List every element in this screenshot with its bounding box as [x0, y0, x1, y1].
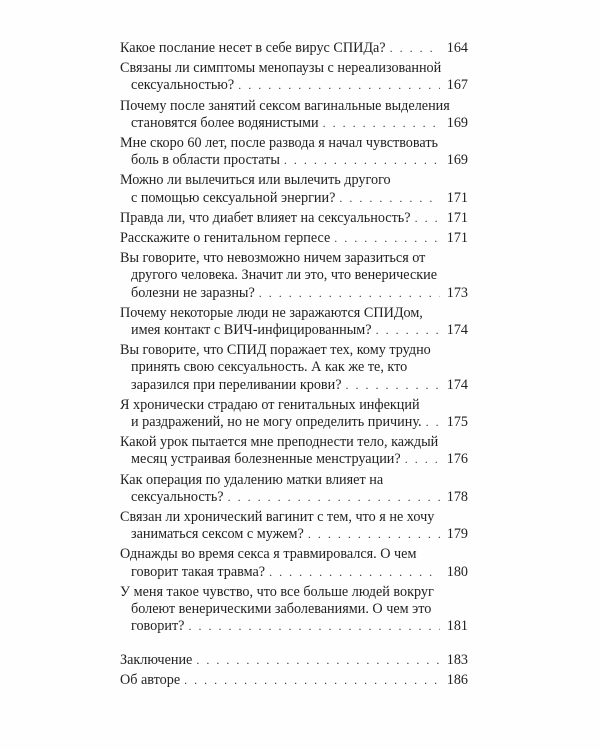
leader-dots: [415, 210, 440, 227]
toc-page-number: 174: [446, 322, 468, 339]
toc-entry-title: месяц устраивая болезненные менструации?: [131, 451, 401, 468]
toc-entry-title: становятся более водянистыми: [131, 114, 319, 131]
toc-entry-title: говорит такая травма?: [131, 563, 266, 580]
leader-dots: [196, 652, 440, 669]
toc-entry-title: Связан ли хронический вагинит с тем, что я не хочу: [120, 509, 435, 526]
toc-entry: [120, 135, 468, 169]
toc-entry: [120, 509, 468, 543]
leader-dots: [390, 40, 440, 57]
leader-dots: [308, 526, 440, 543]
leader-dots: [339, 190, 440, 207]
toc-entry: [120, 434, 468, 468]
toc-entry-title: Правда ли, что диабет влияет на сексуальность?: [120, 209, 411, 226]
leader-dots: [228, 489, 440, 506]
leader-dots: [346, 377, 440, 394]
toc-entry: [120, 230, 468, 247]
toc-entry-title: заразился при переливании крови?: [131, 376, 342, 393]
toc-page-number: 174: [446, 376, 468, 393]
toc-entry-title: Как операция по удалению матки влияет на: [120, 471, 384, 488]
toc-entry-title: Вы говорите, что СПИД поражает тех, кому трудно: [120, 342, 431, 359]
toc-page-number: 176: [446, 451, 468, 468]
leader-dots: [323, 115, 440, 132]
toc-entry-title: Какой урок пытается мне преподнести тело, каждый: [120, 434, 439, 451]
toc-entry-title: Расскажите о генитальном герпесе: [120, 230, 331, 247]
leader-dots: [405, 451, 440, 468]
toc-entry: [120, 250, 468, 302]
toc-entry-title: Заключение: [120, 651, 193, 668]
leader-dots: [238, 77, 440, 94]
toc-entry: [120, 546, 468, 580]
toc-entry-title: Можно ли вылечиться или вылечить другого: [120, 172, 391, 189]
toc-entry-title: Какое послание несет в себе вирус СПИДа?: [120, 40, 386, 56]
toc-entry-title: заниматься сексом с мужем?: [131, 526, 304, 543]
toc-entry: [120, 210, 468, 227]
toc-entry-title: болезни не заразны?: [131, 284, 255, 301]
toc-entry-title: Я хронически страдаю от генитальных инфекций: [120, 396, 420, 413]
toc-entry-conclusion: [120, 652, 468, 669]
toc-entry: [120, 172, 468, 206]
toc-entry: [120, 397, 468, 431]
toc-entry-title: Об авторе: [120, 671, 181, 688]
toc-page-number: 169: [446, 152, 468, 169]
toc-entry-title: говорит?: [131, 618, 185, 635]
toc-entry-title: принять свою сексуальность. А как же те, кто: [131, 359, 408, 376]
toc-entry: [120, 98, 468, 132]
toc-page-number: 173: [446, 284, 468, 301]
toc-entry-title: Почему некоторые люди не заражаются СПИДом,: [120, 304, 423, 321]
toc-page-number: 183: [446, 651, 468, 668]
leader-dots: [184, 672, 440, 689]
table-of-contents: [120, 40, 468, 692]
toc-entry-title: Однажды во время секса я травмировался. О чем: [120, 546, 417, 563]
toc-entry-title: болеют венерическими заболеваниями. О чем это: [131, 601, 432, 618]
toc-entry: [120, 472, 468, 506]
toc-page-number: 181: [446, 618, 468, 635]
toc-page-number: 171: [446, 230, 468, 247]
toc-entry-about-author: [120, 672, 468, 689]
toc-page-number: 175: [446, 414, 468, 431]
toc-entry-title: боль в области простаты: [131, 152, 280, 169]
leader-dots: [426, 414, 440, 431]
leader-dots: [188, 618, 440, 635]
leader-dots: [376, 322, 440, 339]
toc-page-number: 171: [446, 209, 468, 226]
toc-page-number: 178: [446, 488, 468, 505]
toc-entry: [120, 40, 468, 57]
leader-dots: [334, 230, 440, 247]
toc-page-number: 186: [446, 671, 468, 688]
toc-page-number: 179: [446, 526, 468, 543]
toc-entry-title: сексуальность?: [131, 488, 224, 505]
toc-entry: [120, 60, 468, 94]
toc-entry: [120, 584, 468, 636]
leader-dots: [269, 564, 440, 581]
toc-entry: [120, 342, 468, 394]
toc-entry-title: Связаны ли симптомы менопаузы с нереализованной: [120, 60, 442, 77]
toc-entry-title: имея контакт с ВИЧ-инфицированным?: [131, 322, 372, 339]
toc-page-number: 180: [446, 563, 468, 580]
toc-entry-title: У меня такое чувство, что все больше людей вокруг: [120, 583, 434, 600]
toc-entry: [120, 305, 468, 339]
leader-dots: [284, 152, 440, 169]
toc-page-number: 167: [446, 77, 468, 94]
toc-entry-title: другого человека. Значит ли это, что венерические: [131, 267, 438, 284]
toc-entry-title: Мне скоро 60 лет, после развода я начал чувствовать: [120, 135, 439, 152]
toc-entry-title: сексуальностью?: [131, 77, 235, 94]
toc-entry-title: с помощью сексуальной энергии?: [131, 189, 336, 206]
toc-entry-title: Почему после занятий сексом вагинальные выделения: [120, 97, 450, 114]
leader-dots: [259, 285, 440, 302]
toc-page-number: 164: [446, 40, 468, 56]
toc-entry-title: Вы говорите, что невозможно ничем заразиться от: [120, 250, 426, 267]
toc-page-number: 171: [446, 189, 468, 206]
toc-page-number: 169: [446, 114, 468, 131]
toc-entry-title: и раздражений, но не могу определить причину.: [131, 414, 422, 431]
